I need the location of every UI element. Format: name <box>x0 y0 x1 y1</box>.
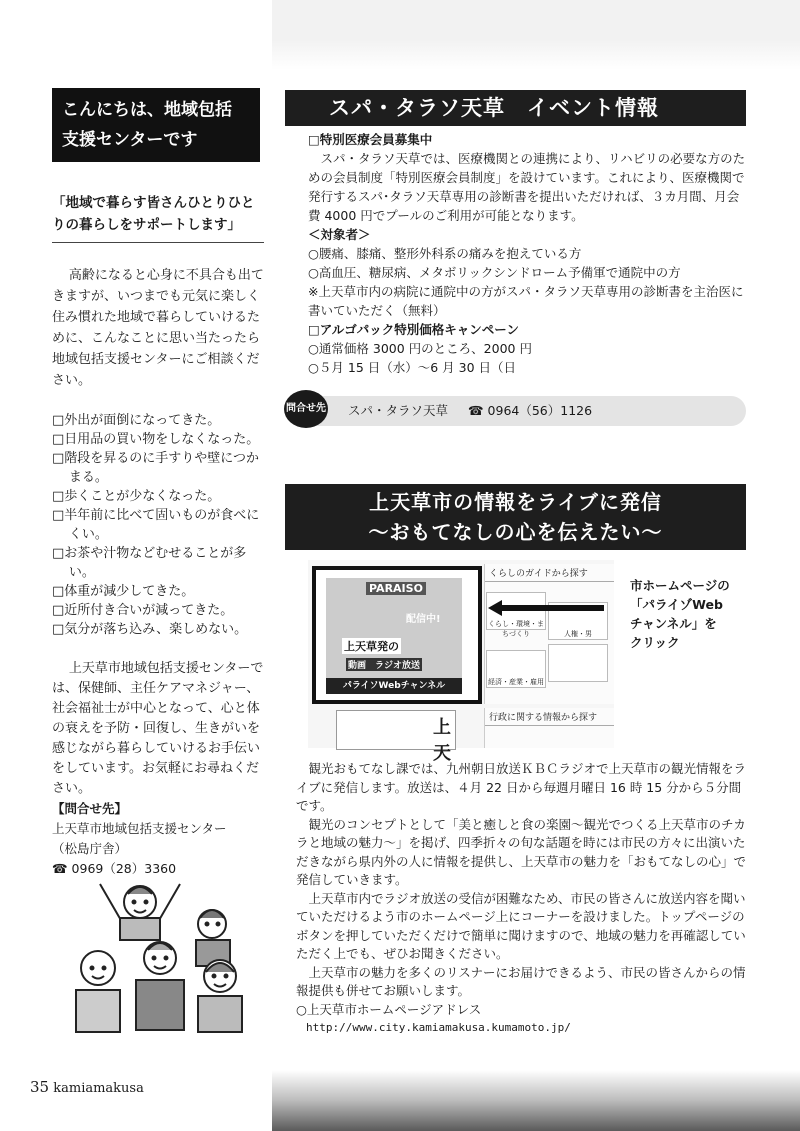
section1-item: □アルゴパック特別価格キャンペーン <box>308 322 520 337</box>
url-label: ○上天草市ホームページアドレス <box>296 1001 482 1017</box>
left-title-line2: 支援センターです <box>62 130 198 150</box>
section1-item: スパ・タラソ天草では、医療機関との連携により、リハビリの必要な方のための会員制度「特別医療会員制度」を設けています。これにより、医療機関で発行するスパ･タラソ天草専用の診断書を提出いただければ、３カ月間、月会費 4000 円でプールのご利用が可能となります。 <box>308 151 746 223</box>
section1-item: ○腰痛、膝痛、整形外科系の痛みを抱えている方 <box>308 246 582 261</box>
section1-item: ※上天草市内の病院に通院中の方がスパ・タラソ天草専用の診断書を主治医に書いていただく（無料） <box>308 284 744 318</box>
homepage-screenshot-figure <box>308 560 614 764</box>
section2-paragraph: 観光おもてなし課では、九州朝日放送ＫＢＣラジオで上天草市の観光情報をライブに発信します。放送は、４月 22 日から毎週月曜日 16 時 15 分から５分間です。 <box>296 761 747 813</box>
section2-heading-line1: 上天草市の情報をライブに発信 <box>369 490 662 514</box>
section2-paragraph: 上天草市の魅力を多くのリスナーにお届けできるよう、市民の皆さんからの情報提供も併せてお願いします。 <box>296 964 746 998</box>
admin-info-panel <box>484 708 614 748</box>
page-number <box>30 1078 144 1096</box>
checklist-item: □近所付き合いが減ってきた。 <box>52 603 234 618</box>
left-contact-name: 上天草市地域包括支援センター <box>52 821 227 836</box>
section2-heading-line2: ～おもてなしの心を伝えたい～ <box>368 520 663 544</box>
guide-tile[interactable] <box>548 644 608 682</box>
section2-paragraph: 上天草市内でラジオ放送の受信が困難なため、市民の皆さんに放送内容を聞いていただけるよう市のホームページ上にコーナーを設けました。トップページのボタンを押していただくだけで簡単に聞けますので、地域の魅力を再確認していただく上でも、ぜひお聞きください。 <box>296 890 746 961</box>
life-guide-panel <box>484 564 614 704</box>
left-contact-tel: ☎ 0969（28）3360 <box>52 861 177 876</box>
arrow-left-icon <box>488 600 604 616</box>
section1-heading: スパ・タラソ天草 イベント情報 <box>285 90 746 126</box>
caption-line1: 市ホームページの <box>630 578 730 593</box>
banner-text-3: 配信中! <box>406 614 441 625</box>
checklist-item: □日用品の買い物をしなくなった。 <box>52 432 260 447</box>
paraiso-web-channel-banner[interactable] <box>312 566 482 704</box>
checklist-item: □歩くことが少なくなった。 <box>52 489 221 504</box>
page-number-value: 35 <box>30 1078 50 1096</box>
section2-body <box>296 760 752 1038</box>
checklist <box>52 411 264 639</box>
section2-paragraph: 観光のコンセプトとして「美と癒しと食の楽園～観光でつくる上天草市のチカラと地域の魅力～」を掲げ、四季折々の旬な話題を時には市民の方々に出演いただきながら県内外の人に情報を提供し、上天草市の魅力を「おもてなしの心」で発信していきます。 <box>296 816 747 887</box>
checklist-item: □体重が減少してきた。 <box>52 584 195 599</box>
checklist-item: □気分が落ち込み、楽しめない。 <box>52 622 248 637</box>
section1-contact-name: スパ・タラソ天草 <box>348 403 449 418</box>
left-subtitle-line1: 「地域で暮らす皆さんひとりひと <box>52 195 255 211</box>
left-title-line1: こんにちは、地域包括 <box>62 100 232 120</box>
checklist-item: □半年前に比べて固いものが食べにくい。 <box>52 508 260 542</box>
guide-tile[interactable]: 経済・産業・雇用 <box>486 650 546 688</box>
admin-info-heading: 行政に関する情報から探す <box>485 708 614 726</box>
guide-tile[interactable]: 人権・男 <box>548 602 608 640</box>
checklist-item: □外出が面倒になってきた。 <box>52 413 221 428</box>
banner-image <box>326 578 462 694</box>
section1-body <box>308 130 748 377</box>
checklist-item: □階段を昇るのに手すりや壁につかまる。 <box>52 451 260 485</box>
guide-tile[interactable]: くらし・環境・まちづくり <box>486 592 546 630</box>
left-subtitle <box>52 192 264 243</box>
left-contact-heading: 【問合せ先】 <box>52 801 128 816</box>
checklist-item: □お茶や汁物などむせることが多い。 <box>52 546 247 580</box>
banner-label: パライソWebチャンネル <box>326 678 462 694</box>
caption-line4: クリック <box>630 635 680 650</box>
thumbnail-text: 上天 <box>433 717 451 764</box>
caption-line3: チャンネル」を <box>630 616 717 631</box>
elderly-group-illustration <box>62 872 252 1040</box>
banner-text-2: 動画 ラジオ放送 <box>346 658 422 671</box>
section2-heading <box>285 484 746 550</box>
figure-caption <box>630 576 760 652</box>
section1-item: ○通常価格 3000 円のところ、2000 円 <box>308 341 532 356</box>
left-column <box>52 88 268 879</box>
page-label: kamiamakusa <box>53 1081 144 1096</box>
thumbnail-image <box>336 710 456 764</box>
left-subtitle-line2: りの暮らしをサポートします」 <box>52 217 241 233</box>
life-guide-heading: くらしのガイドから探す <box>485 564 614 582</box>
section1-item: ＜対象者＞ <box>308 227 371 242</box>
left-body: 上天草市地域包括支援センターでは、保健師、主任ケアマネジャー、社会福祉士が中心となって、心と体の衰えを予防・回復し、生きがいを感じながら暮らしていけるお手伝いをしています。お気軽にお尋ねください。 <box>52 661 264 796</box>
left-contact-place: （松島庁舎） <box>52 841 128 856</box>
caption-line2: 「パライゾWeb <box>630 597 723 612</box>
left-intro: 高齢になると心身に不具合も出てきますが、いつまでも元気に楽しく住み慣れた地域で暮らしていけるために、こんなことに思い当たったら地域包括支援センターにご相談ください。 <box>52 268 264 388</box>
left-title <box>52 88 260 162</box>
banner-top-text: PARAISO <box>366 582 426 595</box>
section1-contact-bar <box>286 396 746 426</box>
contact-badge: 問合せ先 <box>284 390 328 428</box>
banner-text-1: 上天草発の <box>344 640 399 653</box>
left-contact <box>52 799 264 879</box>
homepage-url[interactable]: http://www.city.kamiamakusa.kumamoto.jp/ <box>306 1021 571 1034</box>
section1-item: □特別医療会員募集中 <box>308 132 433 147</box>
section1-item: ○５月 15 日（水）～6 月 30 日（日 <box>308 360 517 375</box>
section1-item: ○高血圧、糖尿病、メタボリックシンドローム予備軍で通院中の方 <box>308 265 681 280</box>
section1-contact-tel: ☎ 0964（56）1126 <box>468 403 593 418</box>
